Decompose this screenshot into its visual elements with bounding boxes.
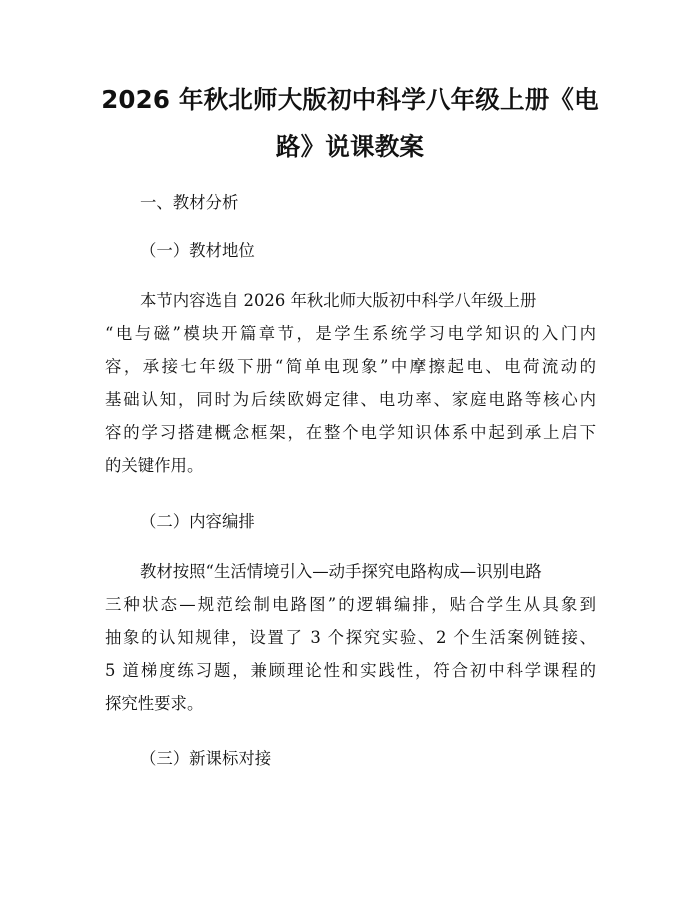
paragraph-line: 基础认知，同时为后续欧姆定律、电功率、家庭电路等核心内 <box>105 390 596 409</box>
document-title-line-2: 路》说课教案 <box>275 132 425 161</box>
subheading-new-curriculum: （三）新课标对接 <box>140 749 272 768</box>
paragraph-line: 5 道梯度练习题，兼顾理论性和实践性，符合初中科学课程的 <box>105 661 596 680</box>
paragraph-line: 容，承接七年级下册“简单电现象”中摩擦起电、电荷流动的 <box>105 357 596 376</box>
paragraph-line: “电与磁”模块开篇章节，是学生系统学习电学知识的入门内 <box>105 324 596 343</box>
section-heading-textbook-analysis: 一、教材分析 <box>140 193 239 212</box>
subheading-content-arrangement: （二）内容编排 <box>140 512 255 531</box>
paragraph-line: 三种状态—规范绘制电路图”的逻辑编排，贴合学生从具象到 <box>105 595 596 614</box>
paragraph-line: 的关键作用。 <box>105 456 204 475</box>
paragraph-line: 抽象的认知规律，设置了 3 个探究实验、2 个生活案例链接、 <box>105 628 596 647</box>
document-title-line-1: 2026 年秋北师大版初中科学八年级上册《电 <box>101 85 599 114</box>
paragraph-line: 容的学习搭建概念框架，在整个电学知识体系中起到承上启下 <box>105 423 596 442</box>
paragraph-line: 探究性要求。 <box>105 694 204 713</box>
paragraph-line: 教材按照“生活情境引入—动手探究电路构成—识别电路 <box>140 562 542 581</box>
paragraph-line: 本节内容选自 2026 年秋北师大版初中科学八年级上册 <box>140 291 537 310</box>
subheading-textbook-position: （一）教材地位 <box>140 241 255 260</box>
